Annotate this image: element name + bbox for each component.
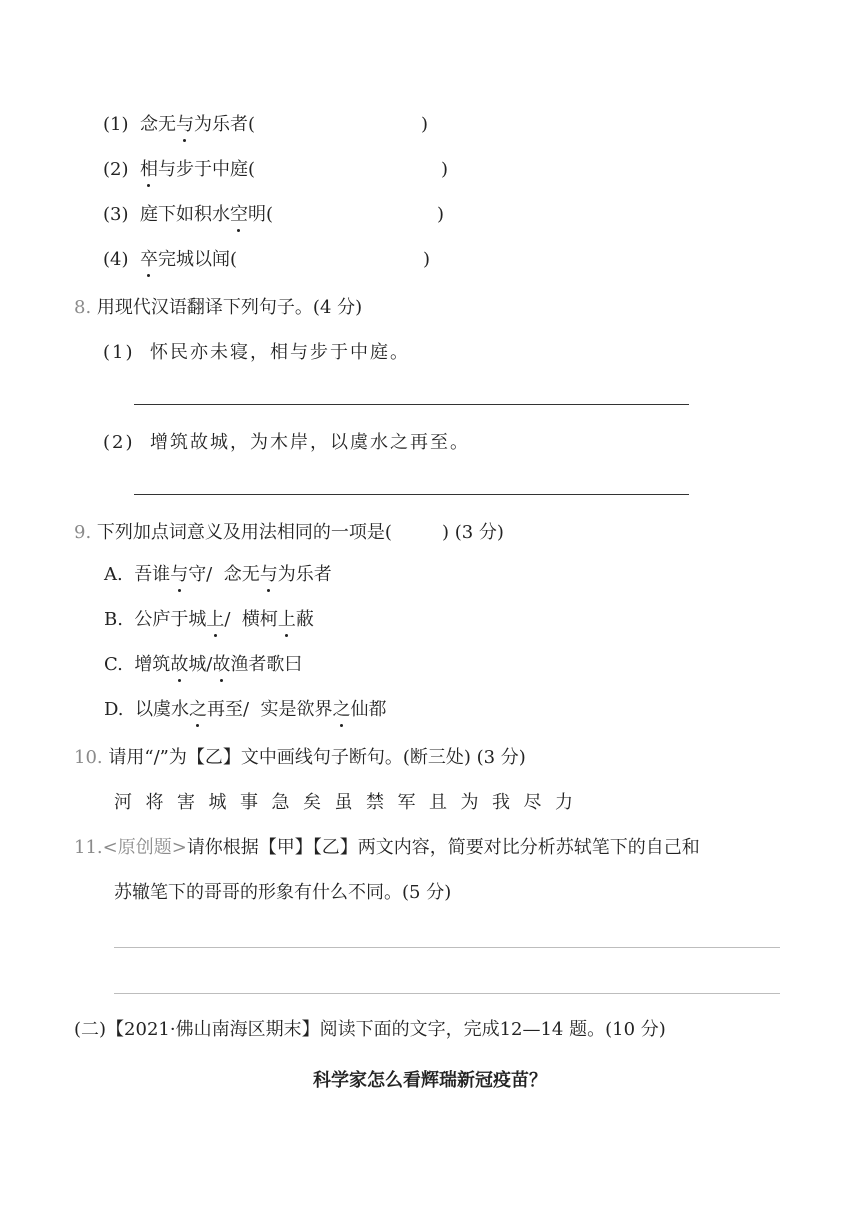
option-label: D. xyxy=(104,699,124,720)
dotted-char: 故 xyxy=(170,654,189,675)
sentence-char[interactable]: 害 xyxy=(177,792,195,813)
question-number: 10. xyxy=(74,747,103,768)
q9-option-d xyxy=(104,698,386,722)
dotted-char: 故 xyxy=(212,654,231,675)
q7-item-1 xyxy=(103,113,428,137)
q10-stem xyxy=(74,746,526,770)
section-heading xyxy=(74,1018,666,1042)
option-text: 增筑 xyxy=(134,654,171,675)
item-text: 增筑故城，为木岸，以虞水之再至。 xyxy=(149,432,470,453)
bracket: ) xyxy=(440,159,449,180)
sentence-char[interactable]: 城 xyxy=(208,792,227,813)
option-text: 守/ xyxy=(188,564,224,585)
dotted-char: 卒 xyxy=(139,249,158,270)
option-text: 公庐于城 xyxy=(134,609,207,630)
q7-item-3 xyxy=(103,203,444,227)
question-text: 用现代汉语翻译下列句子。(4 分) xyxy=(96,297,363,318)
dotted-char: 上 xyxy=(206,609,225,630)
question-text: 下列加点词意义及用法相同的一项是( xyxy=(96,522,392,543)
question-text: 请你根据【甲】【乙】两文内容，简要对比分析苏轼笔下的自己和 xyxy=(186,837,700,858)
item-text: 念无 xyxy=(139,114,176,135)
sentence-char[interactable]: 虽 xyxy=(334,792,353,813)
section-heading-text: (二)【2021·佛山南海区期末】阅读下面的文字，完成12—14 题。(10 分) xyxy=(74,1019,666,1040)
question-text: 请用“/”为【乙】文中画线句子断句。(断三处) (3 分) xyxy=(108,747,526,768)
option-label: A. xyxy=(104,564,123,585)
item-number: (1) xyxy=(103,114,129,135)
question-score: ) (3 分) xyxy=(441,522,504,543)
q11-stem xyxy=(74,836,700,860)
item-text: 为乐者( xyxy=(193,114,255,135)
dotted-char: 之 xyxy=(332,699,351,720)
answer-line[interactable] xyxy=(134,404,689,405)
option-text: 渔者歌曰 xyxy=(230,654,303,675)
question-number: 8. xyxy=(74,297,92,318)
item-number: (2) xyxy=(103,159,129,180)
answer-line[interactable] xyxy=(114,993,780,994)
dotted-char: 之 xyxy=(188,699,207,720)
dotted-char: 相 xyxy=(139,159,158,180)
option-text: 念无 xyxy=(223,564,260,585)
option-text: 吾谁 xyxy=(134,564,171,585)
item-number: (3) xyxy=(103,204,129,225)
option-label: C. xyxy=(104,654,123,675)
dotted-char: 与 xyxy=(175,114,194,135)
dotted-char: 空 xyxy=(229,204,248,225)
q9-option-a xyxy=(104,563,332,587)
dotted-char: 上 xyxy=(277,609,296,630)
item-text: 与步于中庭( xyxy=(157,159,255,180)
q7-item-2 xyxy=(103,158,448,182)
answer-line[interactable] xyxy=(134,494,689,495)
q11-stem-cont xyxy=(114,881,451,905)
option-text: 仙都 xyxy=(350,699,387,720)
question-number: 11. xyxy=(74,837,103,858)
sentence-char[interactable]: 尽 xyxy=(523,792,542,813)
question-text: 苏辙笔下的哥哥的形象有什么不同。(5 分) xyxy=(114,882,452,903)
sentence-char[interactable]: 力 xyxy=(555,792,573,813)
item-text: 庭下如积水 xyxy=(139,204,230,225)
option-text: 为乐者 xyxy=(277,564,332,585)
item-text: 明( xyxy=(247,204,273,225)
option-text: 横柯 xyxy=(241,609,278,630)
q9-stem xyxy=(74,521,504,545)
sentence-char[interactable]: 我 xyxy=(492,792,510,813)
item-number: (1) xyxy=(103,342,135,363)
original-question-tag: <原创题> xyxy=(102,837,187,858)
sentence-char[interactable]: 将 xyxy=(145,792,164,813)
article-title: 科学家怎么看辉瑞新冠疫苗？ xyxy=(313,1070,547,1091)
q10-sentence xyxy=(114,791,587,815)
sentence-char[interactable]: 事 xyxy=(240,792,258,813)
sentence-char[interactable]: 禁 xyxy=(366,792,384,813)
option-text: / xyxy=(224,609,242,630)
q8-item-1 xyxy=(103,341,410,365)
sentence-char[interactable]: 矣 xyxy=(303,792,321,813)
sentence-char[interactable]: 为 xyxy=(460,792,479,813)
sentence-char[interactable]: 急 xyxy=(271,792,290,813)
dotted-char: 与 xyxy=(170,564,189,585)
bracket: ) xyxy=(422,249,431,270)
q8-item-2 xyxy=(103,431,470,455)
q9-option-c xyxy=(104,653,302,677)
option-text: 再至/ xyxy=(206,699,261,720)
option-text: 以虞水 xyxy=(134,699,189,720)
q8-stem xyxy=(74,296,362,320)
answer-line[interactable] xyxy=(114,947,780,948)
q7-item-4 xyxy=(103,248,430,272)
bracket: ) xyxy=(436,204,445,225)
sentence-char[interactable]: 军 xyxy=(397,792,416,813)
option-text: 蔽 xyxy=(295,609,314,630)
option-text: 城/ xyxy=(188,654,213,675)
item-number: (4) xyxy=(103,249,129,270)
dotted-char: 与 xyxy=(259,564,278,585)
question-number: 9. xyxy=(74,522,92,543)
item-text: 完城以闻( xyxy=(157,249,237,270)
option-text: 实是欲界 xyxy=(260,699,333,720)
bracket: ) xyxy=(420,114,429,135)
sentence-char[interactable]: 且 xyxy=(429,792,447,813)
item-number: (2) xyxy=(103,432,135,453)
option-label: B. xyxy=(104,609,123,630)
item-text: 怀民亦未寝，相与步于中庭。 xyxy=(149,342,410,363)
q9-option-b xyxy=(104,608,314,632)
sentence-char[interactable]: 河 xyxy=(114,792,132,813)
